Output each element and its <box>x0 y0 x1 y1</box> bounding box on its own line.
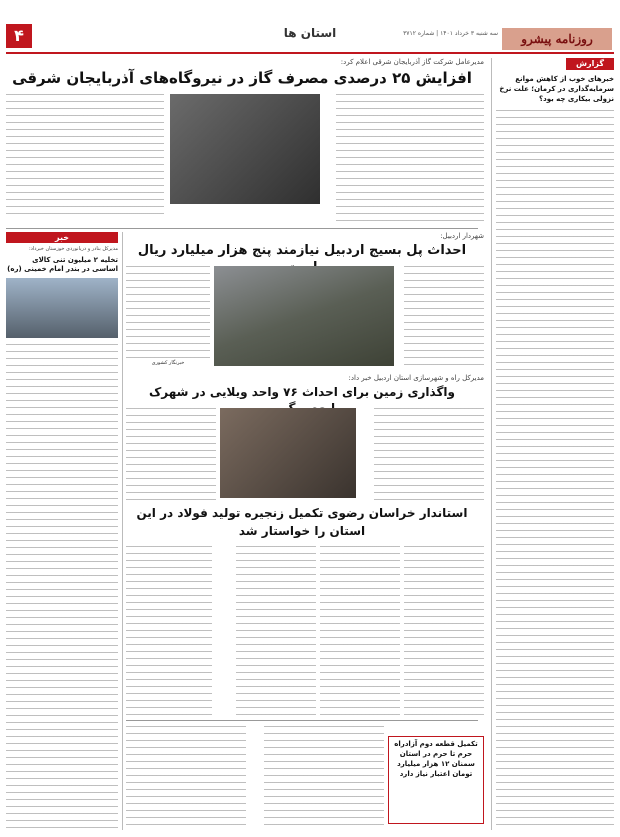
newspaper-logo: روزنامه پیشرو <box>502 28 612 50</box>
main-headline: افزایش ۲۵ درصدی مصرف گاز در نیروگاه‌های آذربایجان شرقی <box>12 69 472 87</box>
main-body-left <box>6 94 164 214</box>
section-title: استان ها <box>283 26 337 40</box>
news-body-text <box>6 344 118 830</box>
bottom-body-text <box>126 726 246 830</box>
garmi-body-right <box>374 408 484 500</box>
khorasan-col-2 <box>320 546 400 716</box>
news-headline: تخلیه ۲ میلیون تنی کالای اساسی در بندر امام خمینی (ره) <box>7 256 118 273</box>
header-divider <box>6 52 614 54</box>
khorasan-headline: استاندار خراسان رضوی تکمیل زنجیره تولید فولاد در این استان را خواستار شد <box>136 506 468 538</box>
sidebar-body-text <box>496 110 614 830</box>
news-tag: خبر <box>6 232 118 243</box>
page-number: ۴ <box>6 24 32 48</box>
ardabil-body-left <box>126 266 210 358</box>
sidebar-headline: خبرهای خوب از کاهش موانع سرمایه‌گذاری در کرمان؛ علت نرخ نزولی بیکاری چه بود؟ <box>499 75 614 103</box>
khorasan-col-3 <box>236 546 316 716</box>
port-photo <box>6 278 118 338</box>
semnan-box <box>388 736 484 824</box>
khorasan-col-1 <box>404 546 484 716</box>
khorasan-col-4 <box>126 546 212 716</box>
issue-date: سه شنبه ۳ خرداد ۱۴۰۱ | شماره ۳۷۱۲ <box>403 30 498 37</box>
ardabil-kicker: شهردار اردبیل: <box>440 232 484 240</box>
semnan-headline: تکمیل قطعه دوم آزادراه حرم تا حرم در استان سمنان ۱۲ هزار میلیارد تومان اعتبار نیاز دارد <box>394 740 478 778</box>
ardabil-headline: احداث پل بسیج اردبیل نیازمند پنج هزار میلیارد ریال <box>137 243 467 258</box>
news-kicker: مدیرکل بنادر و دریانوردی خوزستان خبرداد: <box>29 246 118 252</box>
ardabil-body-right <box>404 266 484 370</box>
semnan-body-text <box>264 726 384 830</box>
garmi-body-left <box>126 408 216 500</box>
main-kicker: مدیرعامل شرکت گاز آذربایجان شرقی اعلام کرد: <box>340 58 484 66</box>
official-portrait <box>220 408 356 498</box>
main-body-right <box>336 94 484 224</box>
garmi-kicker: مدیرکل راه و شهرسازی استان اردبیل خبر داد: <box>348 374 484 382</box>
sidebar-tag: گزارش <box>566 58 614 70</box>
garmi-headline: واگذاری زمین برای احداث ۷۶ واحد ویلایی در شهرک <box>149 385 455 399</box>
bridge-photo <box>214 266 394 366</box>
news-divider <box>122 232 123 830</box>
bottom-divider <box>126 720 478 721</box>
ardabil-caption: خبرنگار کشوری <box>151 360 185 366</box>
main-photo <box>170 94 320 204</box>
sidebar-divider <box>491 58 492 830</box>
main-divider <box>6 228 478 229</box>
